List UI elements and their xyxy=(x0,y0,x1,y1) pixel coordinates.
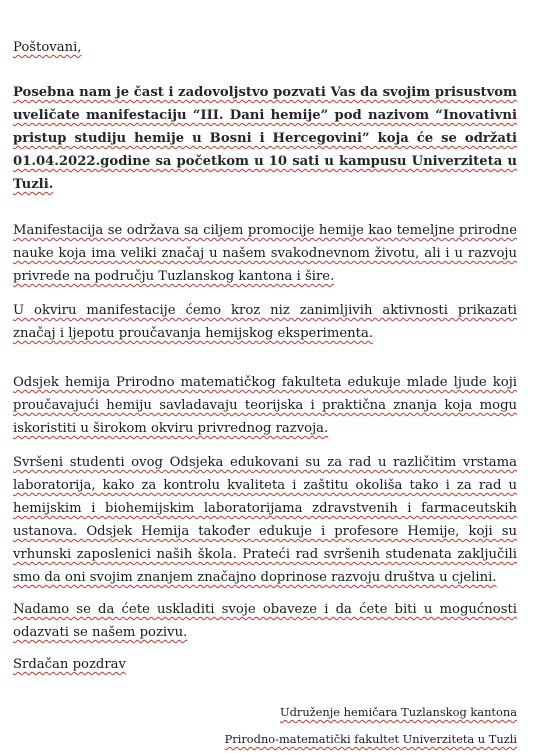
body-paragraph: Svršeni studenti ovog Odsjeka edukovani su za rad u različitim vrstama laboratorija, kako za kontrolu kvaliteta i zaštitu okoliša tako i za rad u hemijskim i biohemijskim laboratorijama zdravstvenih i farmaceutskih ustanova. Odsjek Hemija također edukuje i profesore Hemije, koji su vrhunski zaposlenici naših škola. Prateći rad svršenih studenata zaključili smo da oni svojim znanjem značajno doprinose razvoju društva u cjelini. xyxy=(13,455,517,585)
body-paragraph: Odsjek hemija Prirodno matematičkog fakulteta edukuje mlade ljude koji proučavajući hemiju savladavaju teorijska i praktična znanja koja mogu iskoristiti u širokom okviru privrednog razvoja. xyxy=(13,375,517,436)
intro-paragraph: Posebna nam je čast i zadovoljstvo pozvati Vas da svojim prisustvom uveličate manifestaciju “III. Dani hemije” pod nazivom “Inovativni pristup studiju hemije u Bosni i Hercegovini” koja će se održati 01.04.2022.godine sa početkom u 10 sati u kampusu Univerziteta u Tuzli. xyxy=(13,85,517,192)
greeting: Poštovani, xyxy=(13,40,82,55)
body-paragraph: Nadamo se da ćete uskladiti svoje obaveze i da ćete biti u mogućnosti odazvati se našem pozivu. xyxy=(13,602,517,640)
body-paragraph: Manifestacija se održava sa ciljem promocije hemije kao temeljne prirodne nauke koja ima veliki značaj u našem svakodnevnom životu, ali i u razvoju privrede na području Tuzlanskog kantona i šire. xyxy=(13,223,517,284)
signature-block xyxy=(13,699,517,753)
closing: Srdačan pozdrav xyxy=(13,657,126,672)
signature-line: Prirodno-matematički fakultet Univerziteta u Tuzli xyxy=(224,732,517,746)
signature-line: Udruženje hemičara Tuzlanskog kantona xyxy=(279,705,517,719)
body-paragraph: U okviru manifestacije ćemo kroz niz zanimljivih aktivnosti prikazati značaj i ljepotu proučavanja hemijskog eksperimenta. xyxy=(13,303,517,341)
